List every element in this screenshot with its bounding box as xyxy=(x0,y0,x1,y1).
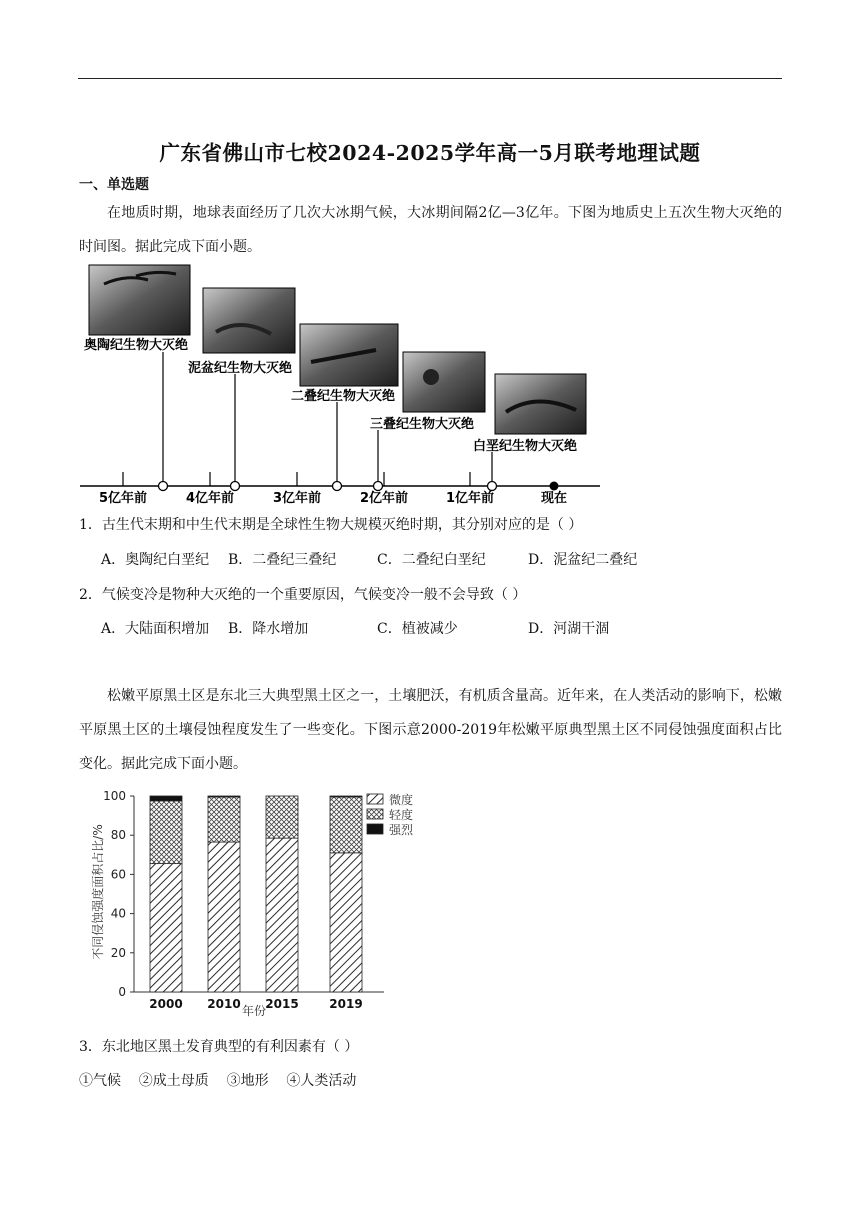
y-tick-label: 80 xyxy=(110,828,126,843)
legend-swatch-series-light xyxy=(367,809,383,819)
legend-label: 微度 xyxy=(389,793,414,807)
event-marker-devonian xyxy=(231,482,240,491)
event-marker-triassic xyxy=(374,482,383,491)
event-marker-ordovician xyxy=(159,482,168,491)
event-label-cretaceous: 白垩纪生物大灭绝 xyxy=(473,439,578,454)
bar-segment-series-slight xyxy=(208,842,240,992)
y-tick-label: 0 xyxy=(118,985,126,999)
fossil-photo-triassic xyxy=(403,352,485,412)
tick-label: 1亿年前 xyxy=(445,491,495,506)
x-tick-label: 2000 xyxy=(149,997,183,1011)
event-label-ordovician: 奥陶纪生物大灭绝 xyxy=(84,338,189,353)
bar-segment-series-strong xyxy=(330,796,362,797)
question-2-stem: 2．气候变冷是物种大灭绝的一个重要原因，气候变冷一般不会导致（ ） xyxy=(79,587,527,603)
event-marker-permian xyxy=(333,482,342,491)
question-1-stem: 1．古生代末期和中生代末期是全球性生物大规模灭绝时期，其分别对应的是（ ） xyxy=(79,517,583,533)
question-3-stem: 3．东北地区黑土发育典型的有利因素有（ ） xyxy=(79,1039,359,1055)
fossil-photo-cretaceous xyxy=(495,374,586,434)
tick-label: 3亿年前 xyxy=(272,491,322,506)
q2-option-d: D．河湖干涸 xyxy=(528,621,610,637)
q1-option-d: D．泥盆纪二叠纪 xyxy=(528,552,638,568)
x-tick-label: 2019 xyxy=(329,997,363,1011)
x-tick-label: 2015 xyxy=(265,997,299,1011)
intro-paragraph-1: 在地质时期，地球表面经历了几次大冰期气候，大冰期间隔2亿—3亿年。下图为地质史上五次生物大灭绝的时间图。据此完成下面小题。 xyxy=(79,205,782,255)
x-tick-label: 2010 xyxy=(207,997,241,1011)
legend-swatch-series-strong xyxy=(367,824,383,834)
bar-segment-series-slight xyxy=(266,838,298,992)
bar-segment-series-slight xyxy=(330,853,362,992)
q2-option-a: A．大陆面积增加 xyxy=(101,621,210,637)
event-label-permian: 二叠纪生物大灭绝 xyxy=(291,389,396,404)
y-tick-label: 40 xyxy=(110,906,126,921)
page-title: 广东省佛山市七校2024-2025学年高一5月联考地理试题 xyxy=(159,141,701,165)
event-label-triassic: 三叠纪生物大灭绝 xyxy=(370,417,475,432)
header-rule xyxy=(78,78,782,79)
tick-label: 2亿年前 xyxy=(359,491,409,506)
q2-option-b: B．降水增加 xyxy=(228,621,309,637)
bar-segment-series-light xyxy=(150,801,182,864)
x-axis-label: 年份 xyxy=(241,1004,267,1018)
bar-segment-series-strong xyxy=(208,796,240,797)
erosion-chart xyxy=(84,782,434,1022)
q1-option-c: C．二叠纪白垩纪 xyxy=(377,552,486,568)
bar-segment-series-light xyxy=(208,797,240,842)
y-axis-label: 不同侵蚀强度面积占比/% xyxy=(91,824,105,960)
tick-label: 现在 xyxy=(540,491,568,506)
legend-label: 强烈 xyxy=(389,823,414,837)
extinction-timeline xyxy=(76,262,606,508)
fossil-photo-devonian xyxy=(203,288,295,353)
bar-segment-series-strong xyxy=(150,796,182,801)
intro-paragraph-2: 松嫩平原黑土区是东北三大典型黑土区之一，土壤肥沃，有机质含量高。近年来，在人类活动的影响下，松嫩平原黑土区的土壤侵蚀程度发生了一些变化。下图示意2000-2019年松嫩平原典型黑土区不同侵蚀强度面积占比变化。据此完成下面小题。 xyxy=(79,688,782,772)
q3-factor-list: ①气候 ②成土母质 ③地形 ④人类活动 xyxy=(79,1073,357,1089)
present-marker xyxy=(550,482,559,491)
q1-option-a: A．奥陶纪白垩纪 xyxy=(101,552,210,568)
event-marker-cretaceous xyxy=(488,482,497,491)
y-tick-label: 20 xyxy=(110,945,126,960)
y-tick-label: 60 xyxy=(110,867,126,882)
q1-option-b: B．二叠纪三叠纪 xyxy=(228,552,337,568)
fossil-photo-permian xyxy=(300,324,398,386)
q2-option-c: C．植被减少 xyxy=(377,621,458,637)
bar-segment-series-slight xyxy=(150,864,182,992)
bar-segment-series-light xyxy=(266,796,298,838)
tick-label: 4亿年前 xyxy=(185,491,235,506)
tick-label: 5亿年前 xyxy=(98,491,148,506)
fossil-photo-ordovician xyxy=(89,265,190,335)
legend-label: 轻度 xyxy=(389,808,414,822)
section-heading: 一、单选题 xyxy=(79,177,149,193)
bar-segment-series-light xyxy=(330,797,362,853)
y-tick-label: 100 xyxy=(103,789,126,803)
legend-swatch-series-slight xyxy=(367,794,383,804)
event-label-devonian: 泥盆纪生物大灭绝 xyxy=(188,361,293,376)
